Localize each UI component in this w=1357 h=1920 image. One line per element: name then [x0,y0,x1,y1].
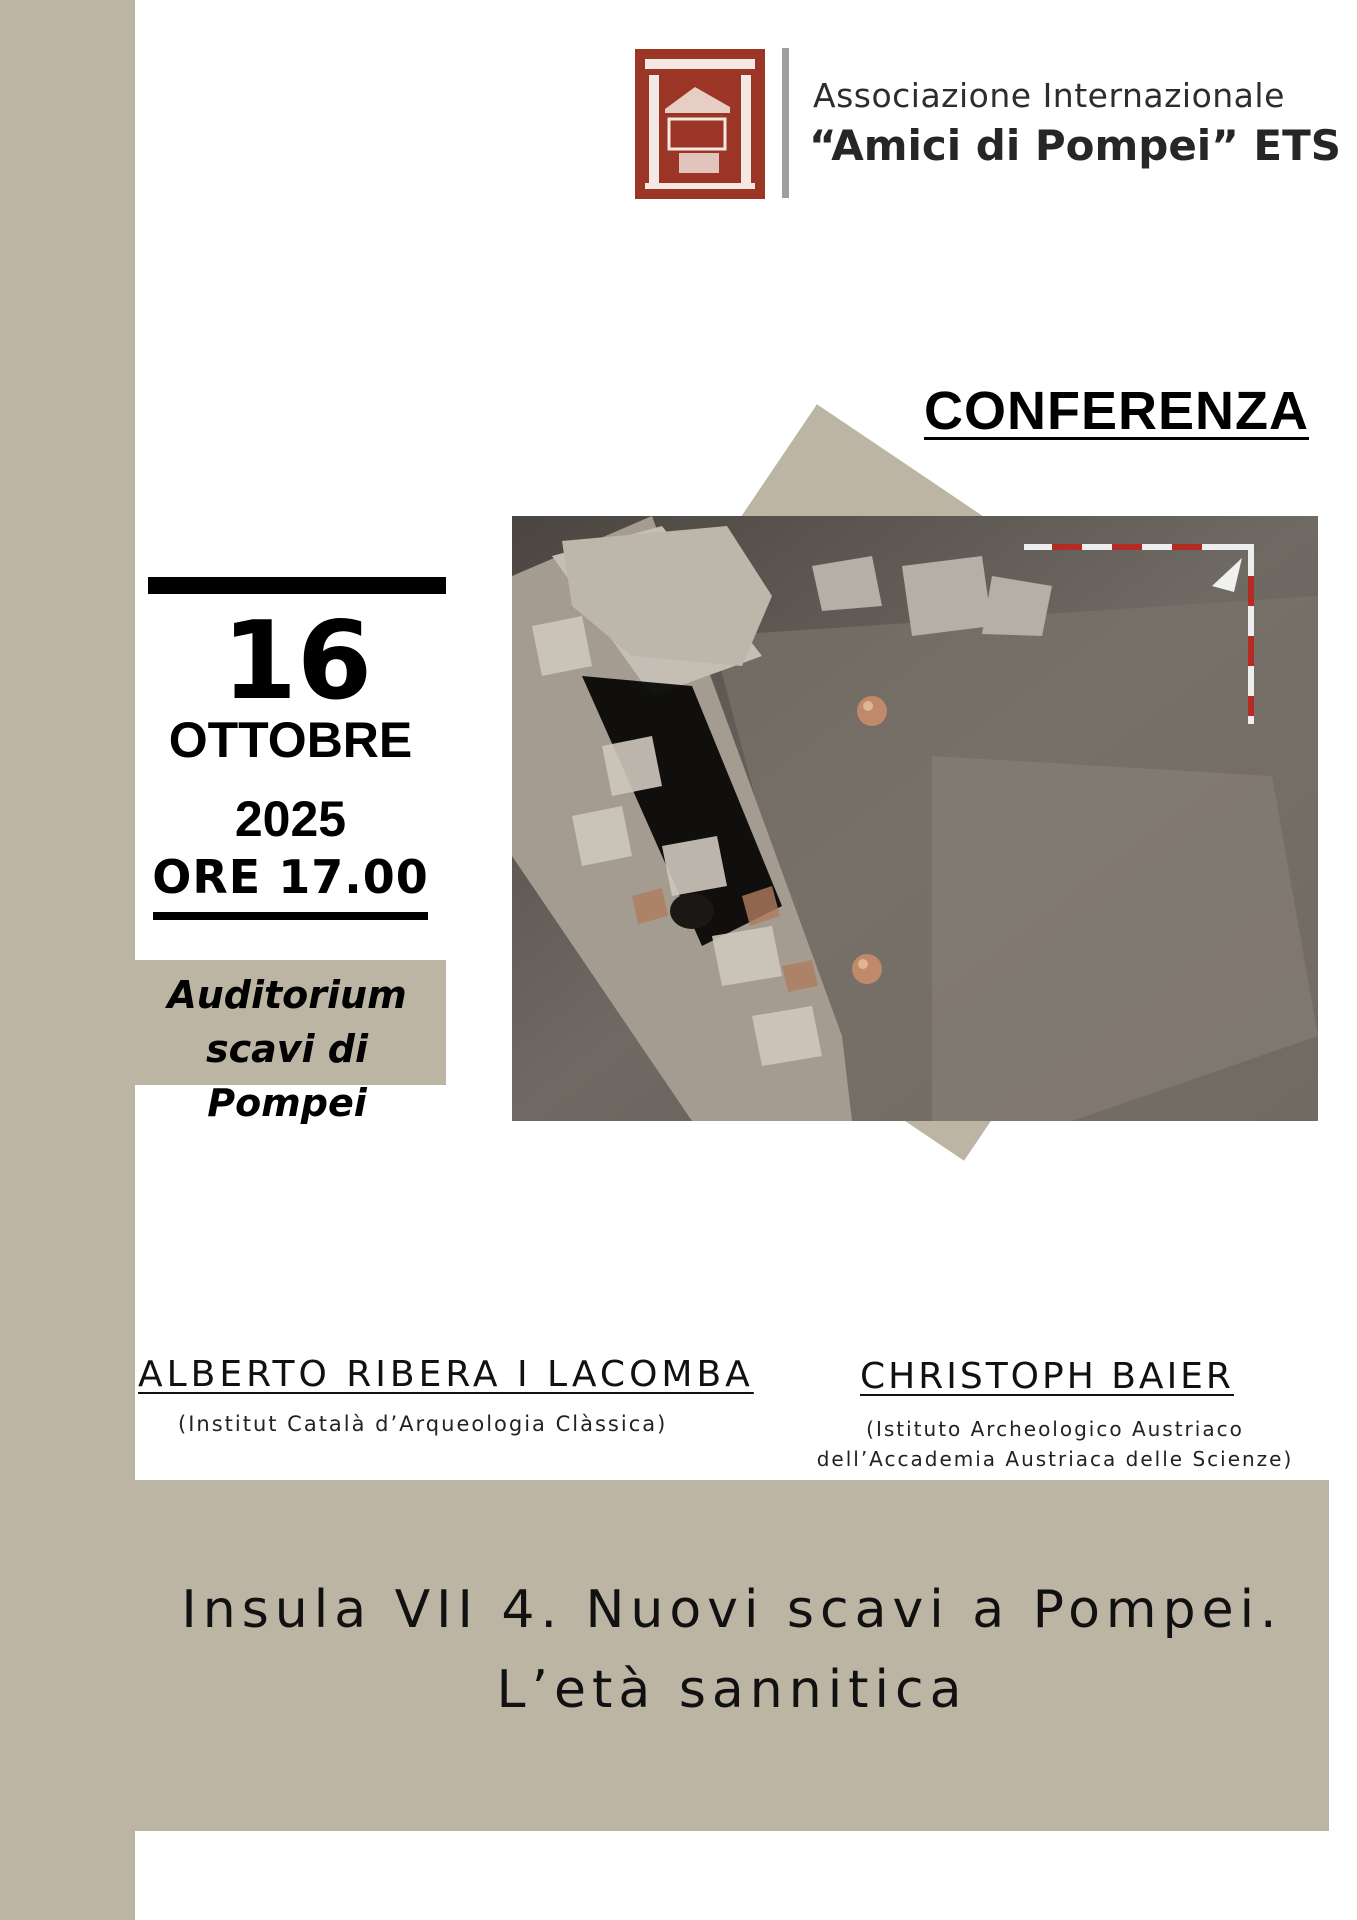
speaker-affiliation-2-line2: dell’Accademia Austriaca delle Scienze) [816,1447,1294,1471]
association-logo [635,49,765,199]
speaker-affiliation-2 [795,1414,1315,1474]
venue-line2: scavi di Pompei [205,1027,369,1125]
event-time: ORE 17.00 [152,850,429,904]
talk-title-line1: Insula VII 4. Nuovi scavi a Pompei. [181,1580,1283,1640]
event-year: 2025 [234,791,347,847]
speaker-affiliation-1: (Institut Català d’Arqueologia Clàssica) [178,1412,668,1436]
speaker-name-1: ALBERTO RIBERA I LACOMBA [138,1354,754,1395]
venue-line1: Auditorium [167,973,407,1017]
left-band [0,0,135,1920]
pompeii-fresco-logo-icon [635,49,765,199]
logo-separator [782,48,789,198]
event-day: 16 [221,599,373,724]
speaker-affiliation-2-line1: (Istituto Archeologico Austriaco [866,1417,1244,1441]
organization-name-line2: “Amici di Pompei” ETS [809,121,1342,170]
date-top-bar [148,577,446,594]
excavation-site-image [512,516,1318,1121]
venue-text [128,968,446,1130]
excavation-photo [512,516,1318,1121]
event-month: OTTOBRE [168,712,413,768]
talk-title-line2: L’età sannitica [496,1660,968,1720]
talk-title-band [135,1480,1329,1831]
event-type-heading: CONFERENZA [924,381,1309,441]
date-bottom-bar [153,912,428,920]
organization-name-line1: Associazione Internazionale [813,76,1285,115]
speaker-name-2: CHRISTOPH BAIER [860,1356,1234,1397]
